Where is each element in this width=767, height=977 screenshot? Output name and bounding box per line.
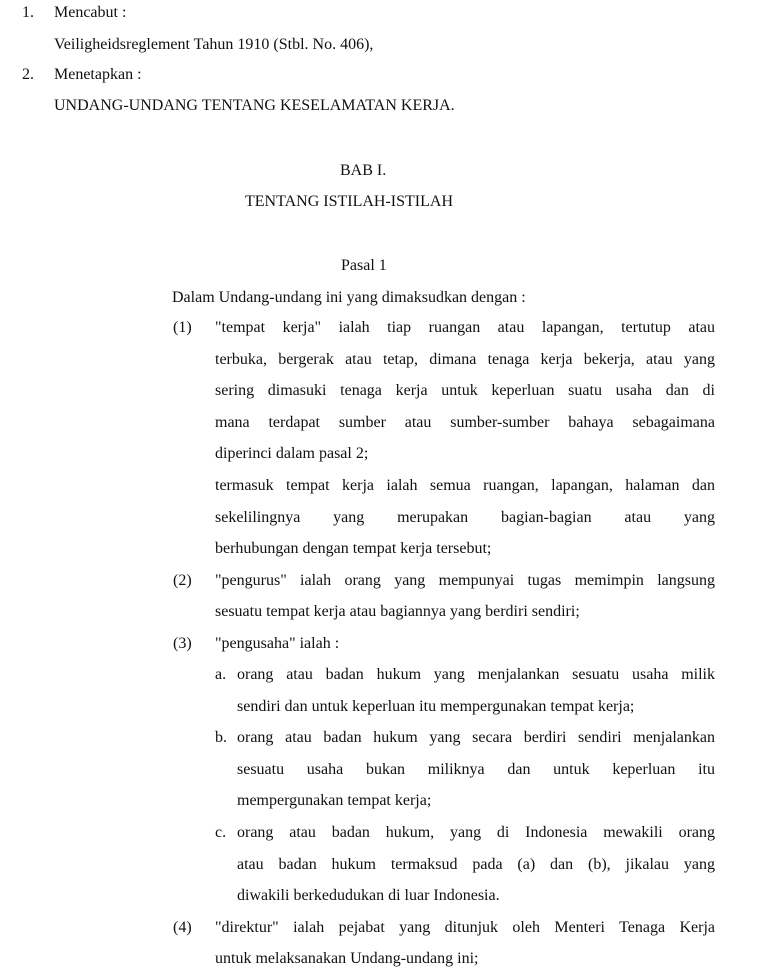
chapter-title: TENTANG ISTILAH-ISTILAH: [245, 193, 454, 210]
sub-item-letter-b: b.: [215, 729, 227, 746]
item-3-line: "pengusaha" ialah :: [215, 635, 340, 652]
item-2-line: "pengurus" ialah orang yang mempunyai tugas memimpin langsung: [215, 572, 715, 589]
sub-item-b-line: orang atau badan hukum yang secara berdiri sendiri menjalankan: [237, 729, 715, 746]
item-1-line: terbuka, bergerak atau tetap, dimana tenaga kerja bekerja, atau yang: [215, 351, 715, 368]
list-heading-2: Menetapkan :: [54, 66, 142, 83]
sub-item-c-line: diwakili berkedudukan di luar Indonesia.: [237, 887, 500, 904]
item-2-line: sesuatu tempat kerja atau bagiannya yang berdiri sendiri;: [215, 603, 580, 620]
item-number-2: (2): [173, 572, 192, 589]
item-1-line: sekelilingnya yang merupakan bagian-bagian atau yang: [215, 509, 715, 526]
sub-item-a-line: orang atau badan hukum yang menjalankan sesuatu usaha milik: [237, 666, 715, 683]
item-1-line: termasuk tempat kerja ialah semua ruangan, lapangan, halaman dan: [215, 477, 715, 494]
item-1-line: mana terdapat sumber atau sumber-sumber bahaya sebagaimana: [215, 414, 715, 431]
item-number-4: (4): [173, 919, 192, 936]
article-title: Pasal 1: [341, 257, 387, 274]
item-1-line: sering dimasuki tenaga kerja untuk keperluan suatu usaha dan di: [215, 382, 715, 399]
item-4-line: "direktur" ialah pejabat yang ditunjuk oleh Menteri Tenaga Kerja: [215, 919, 715, 936]
list-number-2: 2.: [22, 66, 34, 83]
list-heading-1: Mencabut :: [54, 4, 127, 21]
item-1-line: berhubungan dengan tempat kerja tersebut;: [215, 540, 492, 557]
chapter-label: BAB I.: [340, 162, 387, 179]
item-number-3: (3): [173, 635, 192, 652]
sub-item-a-line: sendiri dan untuk keperluan itu mempergunakan tempat kerja;: [237, 698, 635, 715]
article-intro: Dalam Undang-undang ini yang dimaksudkan dengan :: [172, 289, 526, 306]
sub-item-c-line: orang atau badan hukum, yang di Indonesia mewakili orang: [237, 824, 715, 841]
list-body-2: UNDANG-UNDANG TENTANG KESELAMATAN KERJA.: [54, 97, 455, 114]
item-1-line: diperinci dalam pasal 2;: [215, 445, 369, 462]
list-body-1: Veiligheidsreglement Tahun 1910 (Stbl. No. 406),: [54, 36, 374, 53]
sub-item-b-line: mempergunakan tempat kerja;: [237, 792, 432, 809]
item-4-line: untuk melaksanakan Undang-undang ini;: [215, 950, 479, 967]
sub-item-b-line: sesuatu usaha bukan miliknya dan untuk keperluan itu: [237, 761, 715, 778]
list-number-1: 1.: [22, 4, 34, 21]
item-number-1: (1): [173, 319, 192, 336]
sub-item-letter-c: c.: [215, 824, 227, 841]
item-1-line: "tempat kerja" ialah tiap ruangan atau lapangan, tertutup atau: [215, 319, 715, 336]
sub-item-letter-a: a.: [215, 666, 227, 683]
sub-item-c-line: atau badan hukum termaksud pada (a) dan (b), jikalau yang: [237, 856, 715, 873]
